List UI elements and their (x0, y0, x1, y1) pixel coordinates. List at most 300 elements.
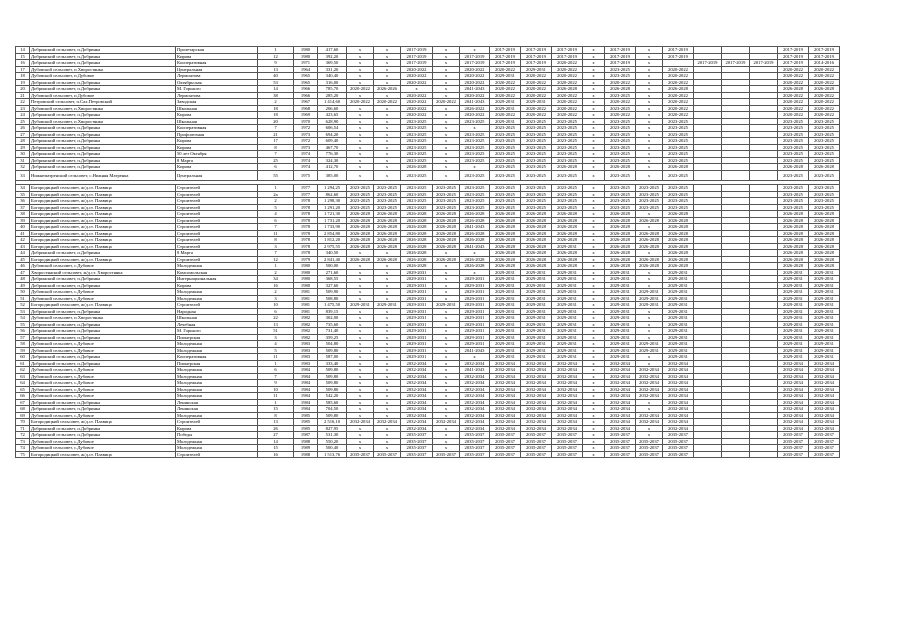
cell-repair-period: 2029-2031 (460, 341, 490, 348)
cell-repair-period: 2023-2025 (490, 138, 521, 145)
cell-repair-period: x (433, 66, 460, 73)
cell-repair-period: x (583, 60, 605, 67)
cell-repair-period: 2023-2025 (663, 138, 694, 145)
cell-repair-period: x (636, 164, 663, 171)
cell-repair-period: 2029-2031 (521, 269, 552, 276)
cell-repair-period: 2023-2025 (663, 191, 694, 198)
cell-repair-period: 2026-2028 (778, 263, 809, 270)
cell-area: 359,25 (318, 334, 347, 341)
cell-area: 333,40 (318, 360, 347, 367)
cell-repair-period: 2017-2019 (778, 53, 809, 60)
cell-settlement: Добринский сельсовет, п.Добринка (30, 144, 176, 151)
cell-number: 18 (16, 73, 30, 80)
cell-repair-period: 2032-2034 (490, 380, 521, 387)
cell-year: 1978 (294, 217, 318, 224)
cell-repair-period: x (583, 282, 605, 289)
cell-area: 827,95 (318, 425, 347, 432)
cell-repair-period: 2032-2034 (490, 419, 521, 426)
cell-repair-period: 2023-2025 (460, 185, 490, 192)
cell-house: 13 (258, 66, 294, 73)
cell-repair-period: 2023-2025 (809, 151, 840, 158)
cell-repair-period: x (636, 99, 663, 106)
cell-repair-period: 2032-2034 (605, 419, 636, 426)
cell-repair-period: 2029-2031 (778, 354, 809, 361)
cell-repair-period: 2020-2022 (809, 92, 840, 99)
cell-repair-period: x (460, 47, 490, 54)
cell-repair-period: 2020-2022 (809, 73, 840, 80)
cell-repair-period: 2035-2037 (809, 445, 840, 452)
cell-repair-period: x (636, 354, 663, 361)
cell-settlement: Дубовской сельсовет, с.Дубовое (30, 412, 176, 419)
cell-house: 20 (258, 118, 294, 125)
cell-house: 2а (258, 191, 294, 198)
cell-repair-period: 2029-2031 (663, 347, 694, 354)
cell-area: 2 854,80 (318, 230, 347, 237)
cell-number: 36 (16, 198, 30, 205)
cell-year: 1988 (294, 438, 318, 445)
cell-repair-period: 2029-2031 (401, 289, 433, 296)
cell-repair-period: 2023-2025 (490, 144, 521, 151)
cell-area: 423,65 (318, 112, 347, 119)
cell-repair-period: x (433, 263, 460, 270)
cell-street: Лермонтова (176, 73, 258, 80)
cell-repair-period: x (347, 276, 374, 283)
cell-area: 550,20 (318, 438, 347, 445)
cell-house: 34 (258, 276, 294, 283)
cell-repair-period: 2023-2025 (552, 131, 583, 138)
cell-repair-period: 2029-2031 (809, 347, 840, 354)
cell-repair-period: 2032-2034 (401, 425, 433, 432)
cell-repair-period: 2020-2022 (809, 99, 840, 106)
cell-repair-period: x (374, 445, 401, 452)
cell-repair-period: 2026-2028 (809, 211, 840, 218)
cell-area: 1 812,20 (318, 237, 347, 244)
cell-repair-period: x (347, 367, 374, 374)
cell-number: 53 (16, 308, 30, 315)
cell-repair-period: x (583, 315, 605, 322)
cell-repair-period: x (460, 164, 490, 171)
cell-number: 25 (16, 118, 30, 125)
cell-repair-period: 2035-2037 (490, 432, 521, 439)
cell-repair-period: 2035-2037 (374, 451, 401, 458)
cell-number: 16 (16, 60, 30, 67)
cell-repair-period: 2032-2034 (636, 367, 663, 374)
cell-repair-period: 2026-2028 (552, 211, 583, 218)
cell-year: 1980 (294, 263, 318, 270)
cell-repair-period: 2032-2034 (605, 386, 636, 393)
cell-repair-period: x (433, 250, 460, 257)
cell-repair-period: 2020-2022 (663, 105, 694, 112)
cell-repair-period: 2017-2019 (722, 60, 750, 67)
cell-repair-period: x (347, 73, 374, 80)
cell-repair-period: 2023-2025 (347, 191, 374, 198)
cell-repair-period: 2032-2034 (401, 373, 433, 380)
cell-repair-period: 2032-2034 (401, 393, 433, 400)
cell-settlement: Богородицкий сельсовет, ж/д.ст. Плавица (30, 451, 176, 458)
cell-repair-period: x (433, 406, 460, 413)
cell-repair-period: 2029-2031 (521, 302, 552, 309)
cell-repair-period: 2029-2031 (778, 321, 809, 328)
cell-repair-period: 2041-2043 (460, 224, 490, 231)
cell-repair-period: x (583, 144, 605, 151)
cell-repair-period: 2026-2028 (605, 250, 636, 257)
cell-repair-period: x (347, 269, 374, 276)
cell-house: 55 (258, 170, 294, 181)
cell-repair-period: 2023-2025 (636, 198, 663, 205)
cell-repair-period: 2023-2025 (490, 131, 521, 138)
cell-repair-period: 2029-2031 (552, 334, 583, 341)
cell-repair-period: 2029-2031 (552, 328, 583, 335)
cell-repair-period: 2029-2031 (778, 315, 809, 322)
cell-repair-period: 2029-2031 (605, 295, 636, 302)
cell-repair-period: x (583, 170, 605, 181)
cell-repair-period: x (347, 151, 374, 158)
cell-number: 56 (16, 328, 30, 335)
cell-repair-period: 2032-2034 (552, 393, 583, 400)
cell-repair-period: 2026-2028 (401, 237, 433, 244)
cell-repair-period: 2020-2022 (460, 66, 490, 73)
cell-settlement: Богородицкий сельсовет, ж/д.ст. Плавица (30, 243, 176, 250)
cell-repair-period: 2032-2034 (401, 419, 433, 426)
cell-house: 10 (258, 386, 294, 393)
cell-repair-period: 2029-2031 (552, 276, 583, 283)
cell-repair-period: 2032-2034 (663, 380, 694, 387)
cell-repair-period: 2029-2031 (460, 315, 490, 322)
cell-repair-period: 2023-2025 (552, 151, 583, 158)
cell-house: 8 (258, 412, 294, 419)
cell-repair-period: 2029-2031 (605, 315, 636, 322)
cell-settlement: Петровский сельсовет, п.Сах.Петровский (30, 99, 176, 106)
cell-repair-period: x (401, 86, 433, 93)
cell-repair-period: 2032-2034 (490, 373, 521, 380)
cell-repair-period: x (374, 79, 401, 86)
cell-repair-period: 2026-2028 (521, 230, 552, 237)
cell-repair-period: 2026-2028 (521, 217, 552, 224)
cell-repair-period: x (583, 263, 605, 270)
cell-area: 509,80 (318, 347, 347, 354)
cell-repair-period: 2026-2028 (552, 86, 583, 93)
cell-repair-period: 2026-2028 (401, 263, 433, 270)
cell-house: 6 (258, 217, 294, 224)
cell-house: 6 (258, 308, 294, 315)
cell-repair-period: x (636, 66, 663, 73)
cell-repair-period: x (374, 289, 401, 296)
cell-street: Пролетарская (176, 47, 258, 54)
cell-settlement: Добринский сельсовет, п.Добринка (30, 360, 176, 367)
cell-number: 67 (16, 399, 30, 406)
cell-repair-period: 2032-2034 (521, 425, 552, 432)
cell-repair-period: 2032-2034 (605, 373, 636, 380)
cell-repair-period: x (433, 425, 460, 432)
cell-repair-period: 2026-2028 (401, 250, 433, 257)
cell-repair-period: x (374, 380, 401, 387)
cell-repair-period: 2026-2028 (809, 237, 840, 244)
cell-repair-period: 2029-2031 (552, 308, 583, 315)
cell-repair-period (722, 451, 750, 458)
cell-repair-period: 2029-2031 (605, 354, 636, 361)
cell-street: Заводская (176, 99, 258, 106)
cell-repair-period: 2032-2034 (809, 360, 840, 367)
cell-repair-period: 2041-2043 (460, 86, 490, 93)
cell-house: 15 (258, 406, 294, 413)
cell-repair-period: x (374, 412, 401, 419)
cell-repair-period: x (347, 308, 374, 315)
cell-repair-period: 2023-2025 (605, 191, 636, 198)
cell-house: 2 (258, 269, 294, 276)
cell-repair-period: x (374, 263, 401, 270)
cell-repair-period: x (374, 131, 401, 138)
cell-repair-period: 2032-2034 (663, 412, 694, 419)
cell-area: 327,60 (318, 282, 347, 289)
cell-house: 18 (258, 112, 294, 119)
cell-number: 65 (16, 386, 30, 393)
cell-settlement: Добринский сельсовет, п.Добринка (30, 60, 176, 67)
cell-repair-period: 2032-2034 (521, 406, 552, 413)
cell-repair-period: x (583, 243, 605, 250)
cell-repair-period: 2032-2034 (605, 406, 636, 413)
cell-repair-period: x (583, 138, 605, 145)
cell-repair-period: 2032-2034 (521, 419, 552, 426)
cell-number: 43 (16, 243, 30, 250)
cell-repair-period: 2029-2031 (490, 289, 521, 296)
cell-year: 1980 (294, 276, 318, 283)
cell-repair-period: 2026-2028 (374, 230, 401, 237)
repair-schedule-table (15, 46, 840, 458)
cell-repair-period: x (583, 185, 605, 192)
cell-repair-period: 2023-2025 (490, 170, 521, 181)
cell-area: 2 975,55 (318, 243, 347, 250)
cell-street: Школьная (176, 105, 258, 112)
cell-repair-period: 2032-2034 (374, 419, 401, 426)
cell-repair-period: 2026-2028 (374, 237, 401, 244)
cell-settlement: Дубовской сельсовет, с.Дубовое (30, 438, 176, 445)
cell-repair-period: 2020-2022 (401, 92, 433, 99)
cell-repair-period: 2023-2025 (521, 131, 552, 138)
cell-repair-period: 2032-2034 (521, 393, 552, 400)
cell-repair-period: 2020-2022 (552, 66, 583, 73)
cell-repair-period: 2023-2025 (521, 164, 552, 171)
cell-repair-period: 2026-2028 (521, 256, 552, 263)
cell-number: 73 (16, 438, 30, 445)
cell-house: 11 (258, 230, 294, 237)
cell-settlement: Добринский сельсовет, п.Добринка (30, 308, 176, 315)
cell-repair-period: 2026-2028 (636, 237, 663, 244)
cell-repair-period (722, 170, 750, 181)
cell-repair-period: 2026-2028 (663, 164, 694, 171)
cell-year: 1968 (294, 105, 318, 112)
cell-house: 9 (258, 60, 294, 67)
cell-repair-period: x (347, 138, 374, 145)
cell-repair-period: 2023-2025 (809, 138, 840, 145)
cell-year: 1982 (294, 321, 318, 328)
cell-area: 392,20 (318, 53, 347, 60)
cell-repair-period: 2032-2034 (552, 380, 583, 387)
cell-repair-period: 2026-2028 (460, 217, 490, 224)
cell-repair-period: x (636, 321, 663, 328)
cell-repair-period: 2020-2022 (521, 73, 552, 80)
cell-settlement: Хворостянский сельсовет, ж/д.ст. Хворостянка (30, 269, 176, 276)
cell-repair-period: 2026-2028 (636, 263, 663, 270)
cell-repair-period: 2023-2025 (552, 185, 583, 192)
cell-street: Строителей (176, 185, 258, 192)
cell-repair-period: 2029-2031 (663, 328, 694, 335)
cell-repair-period: x (347, 79, 374, 86)
cell-repair-period: 2026-2028 (347, 230, 374, 237)
cell-repair-period: x (636, 144, 663, 151)
cell-repair-period: 2023-2025 (401, 131, 433, 138)
cell-repair-period: 2023-2025 (663, 185, 694, 192)
cell-repair-period: 2023-2025 (521, 138, 552, 145)
cell-number: 66 (16, 393, 30, 400)
cell-repair-period: 2017-2019 (552, 53, 583, 60)
cell-repair-period: 2041-2043 (460, 367, 490, 374)
cell-repair-period: x (433, 73, 460, 80)
cell-repair-period: x (583, 53, 605, 60)
cell-repair-period: 2023-2025 (347, 198, 374, 205)
cell-repair-period: 2029-2031 (552, 282, 583, 289)
cell-repair-period: 2023-2025 (521, 151, 552, 158)
cell-repair-period: x (433, 151, 460, 158)
cell-repair-period: x (583, 302, 605, 309)
cell-repair-period: x (347, 92, 374, 99)
cell-repair-period: x (636, 308, 663, 315)
cell-street: Молодежная (176, 367, 258, 374)
cell-repair-period: x (583, 445, 605, 452)
cell-repair-period: 2020-2022 (460, 92, 490, 99)
cell-repair-period: 2029-2031 (778, 308, 809, 315)
cell-year: 1987 (294, 432, 318, 439)
cell-repair-period: 2023-2025 (460, 157, 490, 164)
cell-repair-period: 2035-2037 (809, 451, 840, 458)
cell-repair-period: 2029-2031 (552, 243, 583, 250)
cell-repair-period: x (583, 118, 605, 125)
cell-repair-period: 2029-2031 (460, 276, 490, 283)
cell-repair-period: 2029-2031 (605, 321, 636, 328)
cell-year: 1983 (294, 341, 318, 348)
cell-year: 1978 (294, 250, 318, 257)
cell-repair-period: 2023-2025 (401, 118, 433, 125)
cell-house: 7 (258, 373, 294, 380)
cell-house: 22 (258, 315, 294, 322)
cell-repair-period (750, 170, 778, 181)
cell-number: 28 (16, 138, 30, 145)
cell-repair-period: 2026-2028 (636, 256, 663, 263)
cell-repair-period: 2017-2019 (663, 53, 694, 60)
cell-repair-period: 2029-2031 (401, 354, 433, 361)
cell-repair-period: x (374, 432, 401, 439)
cell-year: 1984 (294, 406, 318, 413)
cell-repair-period: x (636, 360, 663, 367)
cell-repair-period: 2029-2031 (401, 308, 433, 315)
cell-repair-period: 2029-2031 (663, 321, 694, 328)
cell-repair-period: x (433, 354, 460, 361)
cell-repair-period: 2029-2031 (490, 269, 521, 276)
cell-repair-period: 2029-2031 (663, 302, 694, 309)
cell-street: Молодежная (176, 438, 258, 445)
cell-repair-period: 2026-2028 (663, 230, 694, 237)
cell-repair-period: 2032-2034 (809, 380, 840, 387)
cell-repair-period: 2032-2034 (663, 373, 694, 380)
cell-repair-period: 2032-2034 (552, 373, 583, 380)
cell-repair-period: x (636, 151, 663, 158)
cell-repair-period: 2029-2031 (490, 118, 521, 125)
cell-street: Молодежная (176, 289, 258, 296)
cell-repair-period: x (374, 282, 401, 289)
cell-settlement: Добринский сельсовет, п.Добринка (30, 276, 176, 283)
cell-repair-period: 2032-2034 (401, 406, 433, 413)
cell-repair-period: 2023-2025 (460, 191, 490, 198)
cell-repair-period: 2032-2034 (636, 386, 663, 393)
cell-year: 1984 (294, 393, 318, 400)
cell-street: Школьная (176, 315, 258, 322)
cell-number: 63 (16, 373, 30, 380)
cell-repair-period: 2029-2031 (401, 315, 433, 322)
cell-repair-period: 2023-2025 (521, 170, 552, 181)
cell-repair-period: 2035-2037 (778, 438, 809, 445)
cell-repair-period: 2017-2019 (401, 53, 433, 60)
cell-year: 1964 (294, 66, 318, 73)
cell-repair-period: 2023-2025 (552, 204, 583, 211)
cell-repair-period: 2032-2034 (778, 393, 809, 400)
cell-repair-period: 2026-2028 (401, 256, 433, 263)
cell-repair-period: 2023-2025 (605, 66, 636, 73)
cell-repair-period: 2020-2022 (552, 73, 583, 80)
cell-repair-period: 2035-2037 (401, 438, 433, 445)
cell-repair-period: 2032-2034 (809, 406, 840, 413)
cell-repair-period: x (583, 276, 605, 283)
cell-repair-period: x (583, 224, 605, 231)
cell-repair-period: x (583, 347, 605, 354)
cell-area: 271,60 (318, 269, 347, 276)
cell-settlement: Добринский сельсовет, п.Добринка (30, 399, 176, 406)
cell-area: 500,40 (318, 445, 347, 452)
cell-repair-period: 2023-2025 (347, 204, 374, 211)
cell-repair-period: 2029-2031 (809, 308, 840, 315)
cell-repair-period: x (583, 164, 605, 171)
cell-repair-period: 2026-2028 (605, 237, 636, 244)
cell-repair-period: 2023-2025 (605, 73, 636, 80)
cell-repair-period: x (583, 360, 605, 367)
cell-number: 51 (16, 295, 30, 302)
cell-house: 4 (258, 211, 294, 218)
cell-repair-period: 2026-2028 (663, 243, 694, 250)
cell-repair-period: 2023-2025 (605, 157, 636, 164)
cell-repair-period: 2029-2031 (490, 341, 521, 348)
cell-house: 3 (258, 334, 294, 341)
cell-repair-period: 2026-2028 (521, 211, 552, 218)
cell-repair-period: 2023-2025 (433, 204, 460, 211)
cell-street: Лермонтова (176, 92, 258, 99)
cell-street: Пионерская (176, 334, 258, 341)
cell-street: М. Горького (176, 328, 258, 335)
cell-area: 2 841,40 (318, 256, 347, 263)
cell-repair-period: x (583, 380, 605, 387)
cell-house: 1 (258, 185, 294, 192)
cell-repair-period: 2023-2025 (460, 144, 490, 151)
cell-repair-period: 2020-2022 (663, 73, 694, 80)
cell-repair-period: 2029-2031 (778, 289, 809, 296)
cell-repair-period: 2026-2028 (605, 211, 636, 218)
cell-area: 694,20 (318, 131, 347, 138)
cell-repair-period: 2029-2031 (636, 347, 663, 354)
cell-repair-period: x (433, 86, 460, 93)
cell-repair-period: 2032-2034 (552, 412, 583, 419)
cell-repair-period: 2017-2019 (521, 53, 552, 60)
cell-repair-period: 2023-2025 (778, 131, 809, 138)
cell-area: 331,20 (318, 66, 347, 73)
cell-repair-period: 2029-2031 (490, 295, 521, 302)
cell-repair-period: x (460, 125, 490, 132)
